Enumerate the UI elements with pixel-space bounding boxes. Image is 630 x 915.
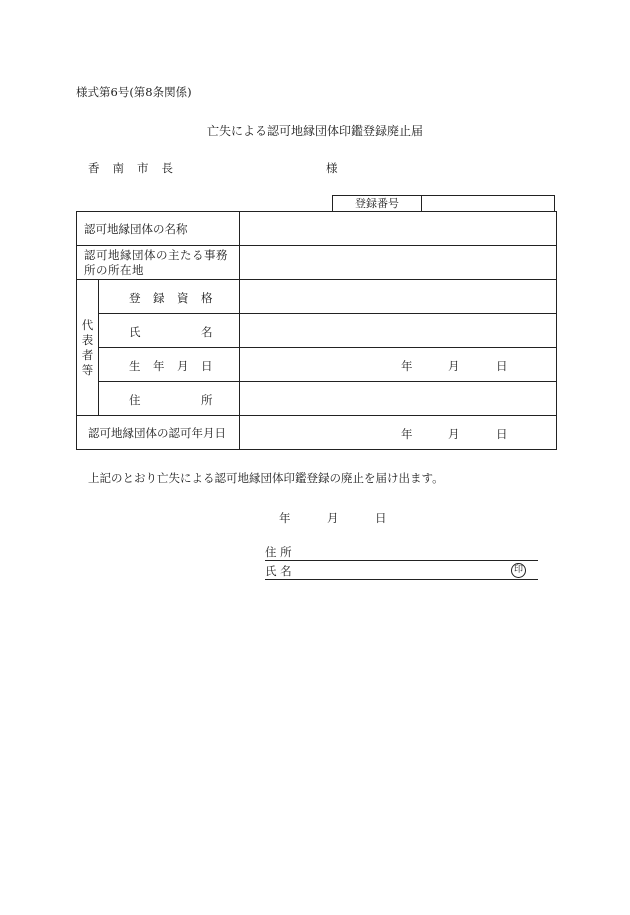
office-address-field[interactable] (240, 246, 557, 280)
registration-number-field[interactable] (422, 196, 554, 212)
birthdate-field[interactable] (240, 348, 557, 382)
rep-address-field[interactable] (240, 382, 557, 416)
day-label: 日 (496, 427, 508, 441)
table-row (77, 382, 557, 416)
table-row (77, 246, 557, 280)
table-row (77, 314, 557, 348)
table-row (77, 212, 557, 246)
org-name-label: 認可地縁団体の名称 (77, 212, 240, 246)
registration-table (76, 211, 557, 450)
label-char: 資 (177, 291, 189, 305)
birthdate-label (99, 348, 240, 382)
statement-text: 上記のとおり亡失による認可地縁団体印鑑登録の廃止を届け出ます。 (88, 471, 444, 485)
label-char: 日 (201, 359, 213, 373)
label-char: 録 (153, 291, 165, 305)
table-row (77, 416, 557, 450)
label-char: 名 (201, 325, 213, 339)
year-label: 年 (401, 427, 413, 441)
signature-name-line[interactable] (265, 563, 538, 580)
label-char: 年 (153, 359, 165, 373)
label-char: 氏 (129, 325, 141, 339)
rep-char: 代 (81, 317, 94, 332)
signature-address-label: 住 所 (265, 545, 292, 559)
org-name-field[interactable] (240, 212, 557, 246)
month-label: 月 (448, 359, 460, 373)
document-title: 亡失による認可地縁団体印鑑登録廃止届 (206, 124, 423, 138)
addressee-char: 市 (137, 161, 149, 175)
addressee-char: 香 (88, 161, 100, 175)
rep-name-label (99, 314, 240, 348)
office-address-label (77, 246, 240, 280)
rep-name-field[interactable] (240, 314, 557, 348)
rep-char: 者 (81, 347, 94, 362)
label-char: 格 (201, 291, 213, 305)
rep-char: 等 (81, 362, 94, 377)
month-label: 月 (448, 427, 460, 441)
approval-date-label: 認可地縁団体の認可年月日 (77, 416, 240, 450)
label-char: 登 (129, 291, 141, 305)
addressee-char: 長 (161, 161, 173, 175)
day-label: 日 (375, 511, 387, 525)
year-label: 年 (401, 359, 413, 373)
registration-number-label: 登録番号 (333, 196, 422, 212)
signature-name-label: 氏 名 (265, 564, 292, 578)
rep-address-label (99, 382, 240, 416)
label-char: 月 (177, 359, 189, 373)
addressee-honorific: 様 (326, 161, 338, 175)
label-char: 住 (129, 393, 141, 407)
signature-address-line[interactable] (265, 544, 538, 561)
qualification-label (99, 280, 240, 314)
day-label: 日 (496, 359, 508, 373)
approval-date-field[interactable] (240, 416, 557, 450)
table-row (77, 348, 557, 382)
label-char: 所 (201, 393, 213, 407)
representative-group-label (77, 280, 99, 416)
addressee (88, 160, 173, 176)
qualification-field[interactable] (240, 280, 557, 314)
year-label: 年 (279, 511, 291, 525)
registration-number-box (332, 195, 555, 212)
office-address-label-text: 認可地縁団体の主たる事務所の所在地 (84, 247, 228, 277)
addressee-char: 南 (112, 161, 124, 175)
seal-mark: 印 (511, 563, 526, 578)
rep-char: 表 (81, 332, 94, 347)
table-row (77, 280, 557, 314)
form-number: 様式第6号(第8条関係) (76, 85, 192, 99)
month-label: 月 (327, 511, 339, 525)
label-char: 生 (129, 359, 141, 373)
